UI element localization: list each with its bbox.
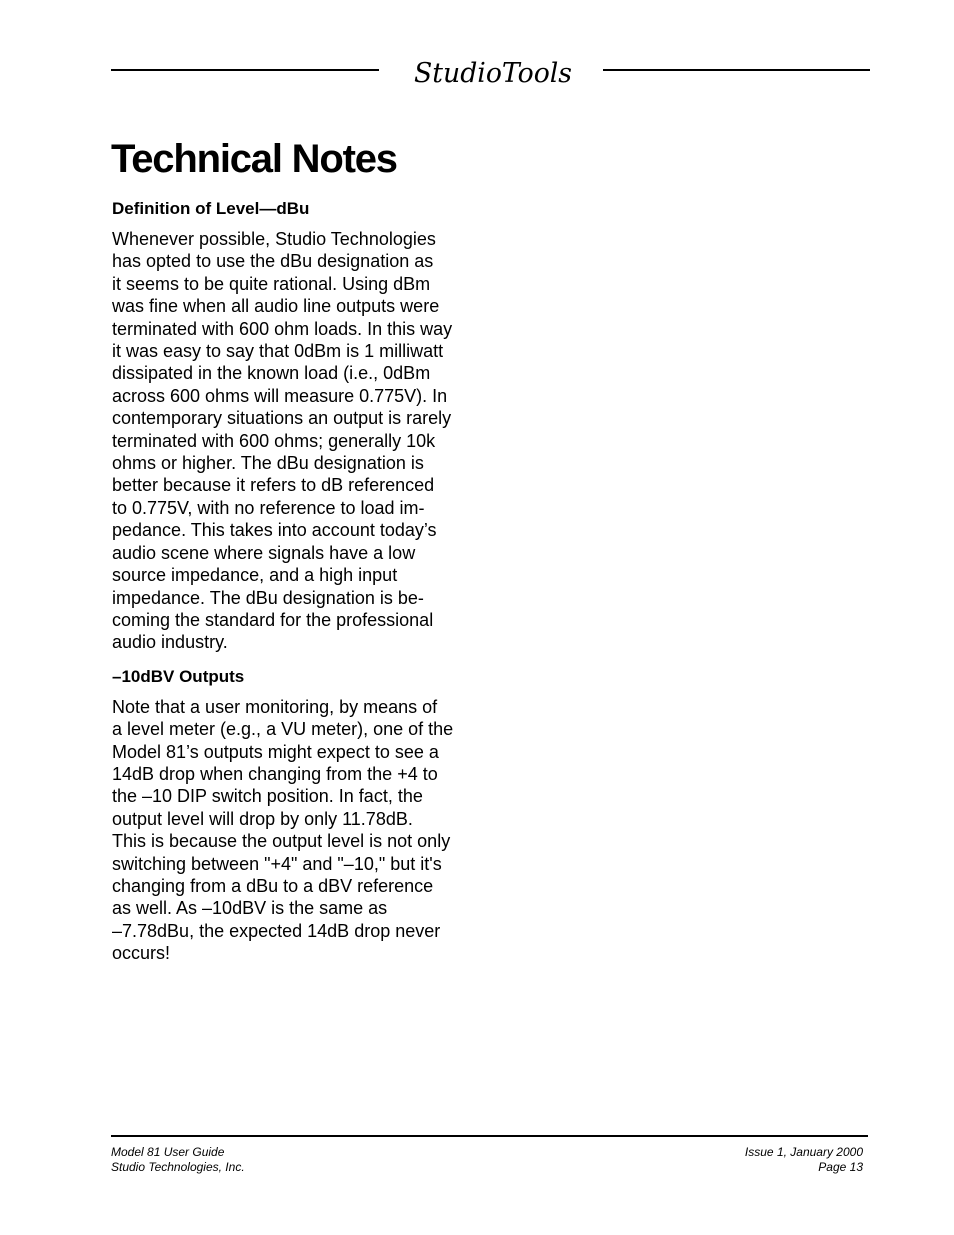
text-line: Model 81’s outputs might expect to see a: [112, 741, 439, 762]
text-line: changing from a dBu to a dBV reference: [112, 875, 434, 896]
text-line: it was easy to say that 0dBm is 1 milliwatt: [112, 341, 444, 362]
section-body: [112, 228, 474, 654]
text-line: impedance. The dBu designation is be-: [112, 587, 424, 608]
text-line: terminated with 600 ohms; generally 10k: [112, 430, 436, 451]
text-line: output level will drop by only 11.78dB.: [112, 808, 413, 829]
header-rule-left: [111, 69, 379, 71]
header-rule-right: [603, 69, 870, 71]
text-line: source impedance, and a high input: [112, 565, 398, 586]
text-line: ohms or higher. The dBu designation is: [112, 453, 424, 474]
text-line: Note that a user monitoring, by means of: [112, 696, 438, 717]
text-line: dissipated in the known load (i.e., 0dBm: [112, 363, 431, 384]
text-line: Whenever possible, Studio Technologies: [112, 229, 436, 249]
footer-guide-title: Model 81 User Guide: [111, 1145, 225, 1159]
text-line: This is because the output level is not only: [112, 831, 451, 852]
section-heading: –10dBV Outputs: [112, 666, 245, 686]
text-line: contemporary situations an output is rarely: [112, 408, 452, 429]
text-line: audio scene where signals have a low: [112, 542, 416, 563]
text-line: to 0.775V, with no reference to load im-: [112, 497, 425, 518]
section-body: [112, 696, 474, 965]
page-title: Technical Notes: [111, 137, 397, 181]
text-line: across 600 ohms will measure 0.775V). In: [112, 385, 448, 406]
text-line: 14dB drop when changing from the +4 to: [112, 763, 438, 784]
section-heading: Definition of Level—dBu: [112, 199, 310, 218]
text-line: has opted to use the dBu designation as: [112, 251, 434, 272]
logo-text: StudioTools: [414, 58, 572, 89]
footer-company: Studio Technologies, Inc.: [111, 1160, 245, 1174]
text-line: audio industry.: [112, 632, 228, 653]
section-dbu: [112, 196, 474, 654]
text-line: terminated with 600 ohm loads. In this way: [112, 318, 453, 339]
studiotools-logo: [412, 48, 576, 98]
text-line: occurs!: [112, 943, 171, 964]
footer-issue: Issue 1, January 2000: [744, 1145, 863, 1159]
text-line: better because it refers to dB referenced: [112, 475, 435, 496]
text-line: it seems to be quite rational. Using dBm: [112, 273, 431, 294]
text-line: pedance. This takes into account today’s: [112, 520, 437, 541]
footer-rule: [111, 1135, 868, 1137]
footer-page-number: Page 13: [818, 1160, 863, 1174]
text-line: as well. As –10dBV is the same as: [112, 898, 388, 919]
text-line: a level meter (e.g., a VU meter), one of the: [112, 719, 454, 740]
footer-left: [111, 1145, 245, 1175]
text-line: was fine when all audio line outputs were: [112, 296, 440, 317]
footer-right: [745, 1145, 863, 1175]
text-line: switching between "+4" and "–10," but it's: [112, 853, 442, 874]
text-line: the –10 DIP switch position. In fact, the: [112, 786, 423, 807]
text-line: –7.78dBu, the expected 14dB drop never: [112, 920, 441, 941]
main-content: [112, 196, 474, 975]
section-10dbv: [112, 664, 474, 965]
text-line: coming the standard for the professional: [112, 609, 434, 630]
